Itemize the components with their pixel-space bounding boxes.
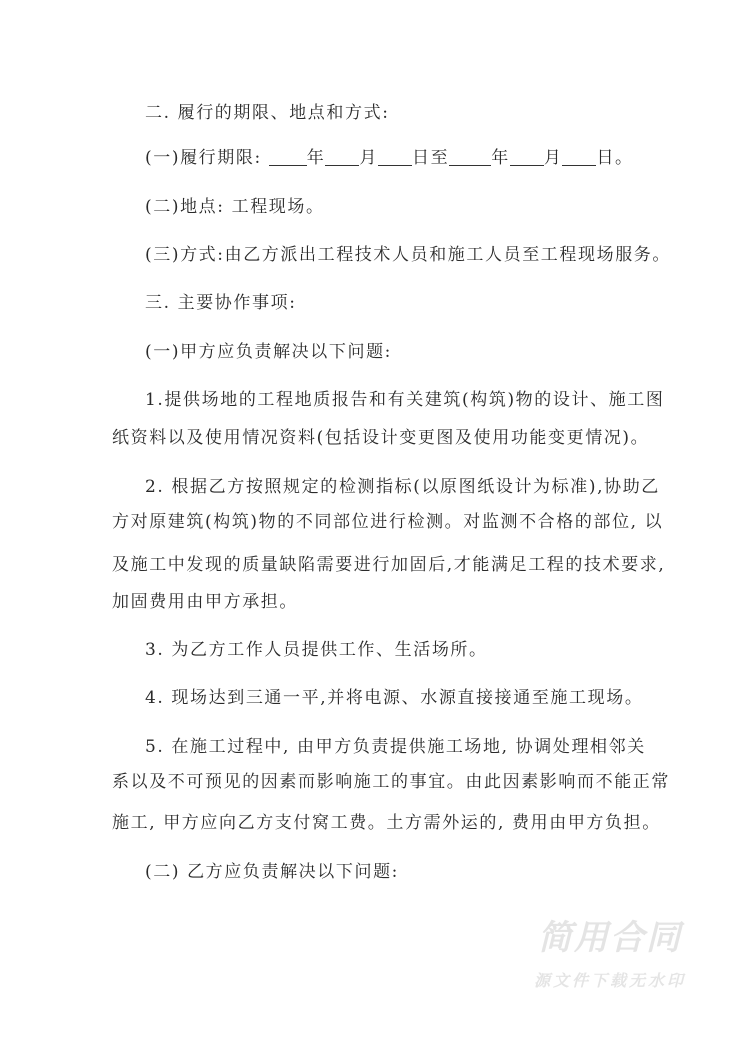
section-heading-3: 三. 主要协作事项: — [145, 293, 297, 313]
year-end-blank[interactable] — [449, 149, 491, 166]
paragraph-line: 1.提供场地的工程地质报告和有关建筑(构筑)物的设计、施工图 — [145, 390, 665, 410]
paragraph-line: 纸资料以及使用情况资料(包括设计变更图及使用功能变更情况)。 — [112, 428, 650, 448]
month-label: 月 — [359, 148, 379, 168]
watermark — [510, 918, 710, 991]
paragraph-line: 方对原建筑(构筑)物的不同部位进行检测。对监测不合格的部位, 以 — [112, 512, 664, 532]
paragraph-line: 2. 根据乙方按照规定的检测指标(以原图纸设计为标准),协助乙 — [145, 477, 660, 497]
day-label: 日。 — [596, 148, 634, 168]
paragraph-line: 施工, 甲方应向乙方支付窝工费。土方需外运的, 费用由甲方负担。 — [112, 813, 661, 833]
paragraph-line: 5. 在施工过程中, 由甲方负责提供施工场地, 协调处理相邻关 — [145, 737, 646, 757]
section-heading-2: 二. 履行的期限、地点和方式: — [145, 103, 390, 123]
method-line: (三)方式:由乙方派出工程技术人员和施工人员至工程现场服务。 — [145, 245, 671, 265]
watermark-title: 简用合同 — [538, 918, 682, 958]
year-label: 年 — [306, 148, 326, 168]
watermark-subtitle: 源文件下载无水印 — [533, 971, 686, 990]
day-start-blank[interactable] — [378, 149, 412, 166]
performance-period-label: (一)履行期限: — [145, 148, 269, 168]
location-line: (二)地点: 工程现场。 — [145, 197, 325, 217]
day-to-label: 日至 — [412, 148, 450, 168]
year-label: 年 — [491, 148, 510, 168]
paragraph-line: 4. 现场达到三通一平,并将电源、水源直接接通至施工现场。 — [145, 688, 644, 708]
paragraph-line: 3. 为乙方工作人员提供工作、生活场所。 — [145, 640, 488, 660]
year-start-blank[interactable] — [269, 149, 307, 166]
month-label: 月 — [543, 148, 563, 168]
party-a-heading: (一)甲方应负责解决以下问题: — [145, 342, 392, 362]
performance-period-line — [145, 147, 634, 169]
month-end-blank[interactable] — [510, 149, 544, 166]
party-b-heading: (二) 乙方应负责解决以下问题: — [145, 862, 399, 882]
month-start-blank[interactable] — [325, 149, 359, 166]
paragraph-line: 加固费用由甲方承担。 — [112, 592, 298, 612]
paragraph-line: 及施工中发现的质量缺陷需要进行加固后,才能满足工程的技术要求, — [112, 555, 666, 575]
paragraph-line: 系以及不可预见的因素而影响施工的事宜。由此因素影响而不能正常 — [112, 772, 670, 792]
day-end-blank[interactable] — [562, 149, 596, 166]
